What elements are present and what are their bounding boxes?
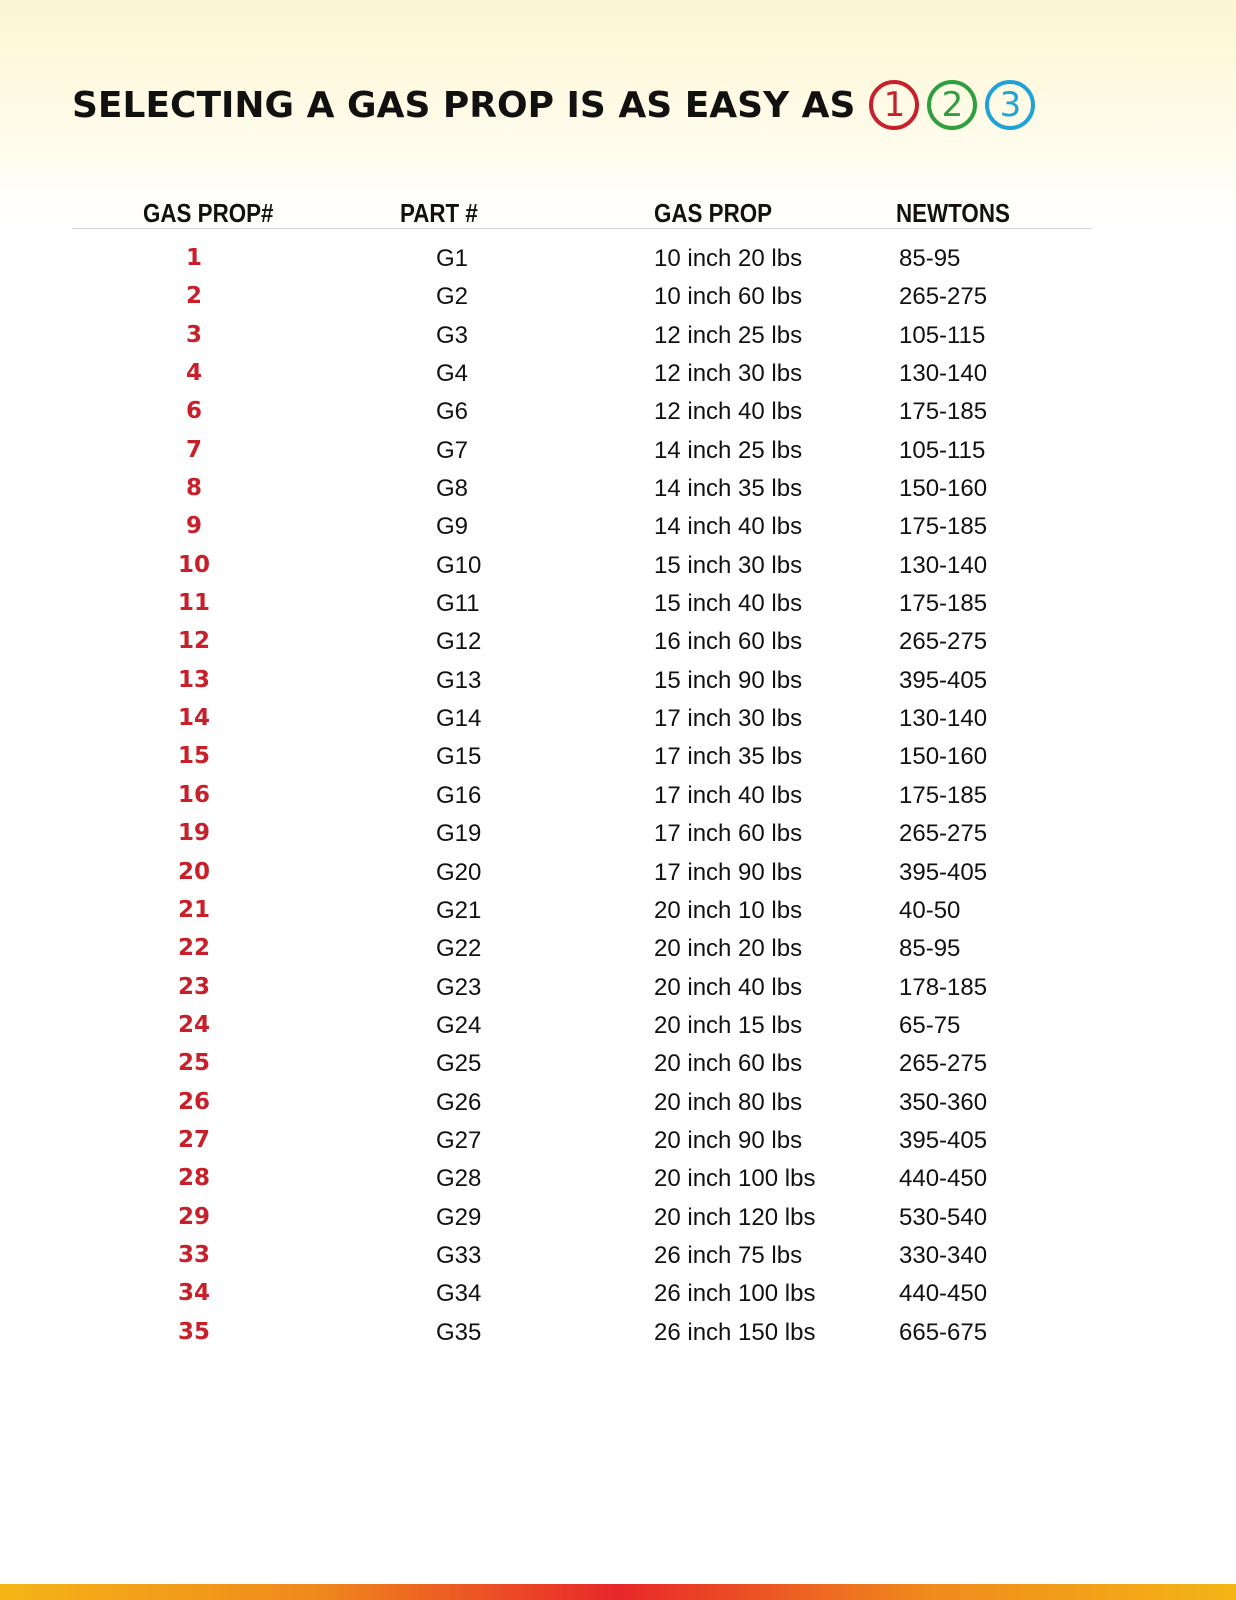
row-gas-prop: 15 inch 30 lbs — [654, 551, 803, 579]
row-gas-prop: 20 inch 40 lbs — [654, 973, 803, 1001]
table-row — [72, 1119, 1092, 1157]
row-gas-prop: 14 inch 35 lbs — [654, 475, 803, 503]
table-body — [72, 237, 1092, 1349]
row-part-number: G24 — [436, 1011, 482, 1039]
row-gas-prop: 10 inch 60 lbs — [654, 283, 803, 311]
row-newtons: 130-140 — [899, 551, 988, 579]
row-gas-prop-number: 11 — [177, 590, 210, 617]
table-row — [72, 390, 1092, 428]
row-part-number: G14 — [436, 705, 482, 733]
table-row — [72, 774, 1092, 812]
row-gas-prop-number: 2 — [185, 283, 202, 310]
row-part-number: G25 — [436, 1050, 482, 1078]
gas-prop-table — [72, 192, 1092, 1349]
table-row — [72, 314, 1092, 352]
row-part-number: G29 — [436, 1203, 482, 1231]
row-gas-prop: 17 inch 35 lbs — [654, 743, 803, 771]
row-newtons: 530-540 — [899, 1203, 988, 1231]
row-part-number: G11 — [436, 590, 480, 618]
row-gas-prop-number: 12 — [177, 628, 210, 655]
row-gas-prop-number: 19 — [177, 820, 210, 847]
title-text: SELECTING A GAS PROP IS AS EASY AS — [72, 84, 856, 126]
row-newtons: 105-115 — [899, 436, 986, 464]
row-gas-prop: 14 inch 40 lbs — [654, 513, 803, 541]
row-part-number: G28 — [436, 1165, 482, 1193]
row-newtons: 330-340 — [899, 1241, 988, 1269]
row-gas-prop-number: 20 — [177, 858, 210, 885]
row-gas-prop-number: 22 — [177, 935, 210, 962]
row-part-number: G27 — [436, 1126, 482, 1154]
row-gas-prop: 15 inch 90 lbs — [654, 666, 803, 694]
row-gas-prop: 20 inch 20 lbs — [654, 935, 803, 963]
row-gas-prop-number: 9 — [185, 513, 202, 540]
row-part-number: G33 — [436, 1241, 482, 1269]
row-gas-prop-number: 16 — [177, 781, 210, 808]
row-newtons: 150-160 — [899, 743, 988, 771]
row-gas-prop: 20 inch 100 lbs — [654, 1165, 816, 1193]
row-newtons: 665-675 — [899, 1318, 988, 1346]
row-gas-prop-number: 3 — [185, 321, 202, 348]
row-gas-prop: 16 inch 60 lbs — [654, 628, 803, 656]
table-row — [72, 352, 1092, 390]
row-gas-prop-number: 33 — [177, 1241, 210, 1268]
row-part-number: G4 — [436, 360, 469, 388]
table-row — [72, 697, 1092, 735]
table-row — [72, 620, 1092, 658]
row-part-number: G1 — [436, 245, 469, 272]
row-part-number: G15 — [436, 743, 482, 771]
row-newtons: 85-95 — [899, 935, 961, 963]
row-gas-prop: 15 inch 40 lbs — [654, 590, 803, 618]
row-newtons: 65-75 — [899, 1011, 961, 1039]
row-newtons: 85-95 — [899, 245, 961, 272]
row-gas-prop-number: 10 — [177, 551, 210, 578]
row-gas-prop: 17 inch 40 lbs — [654, 781, 803, 809]
row-newtons: 150-160 — [899, 475, 988, 503]
row-newtons: 175-185 — [899, 781, 988, 809]
row-gas-prop: 20 inch 120 lbs — [654, 1203, 816, 1231]
row-gas-prop: 17 inch 90 lbs — [654, 858, 803, 886]
row-part-number: G13 — [436, 666, 482, 694]
row-part-number: G16 — [436, 781, 482, 809]
row-gas-prop-number: 34 — [177, 1280, 210, 1307]
row-gas-prop-number: 28 — [177, 1165, 210, 1192]
row-newtons: 395-405 — [899, 1126, 988, 1154]
row-part-number: G3 — [436, 321, 469, 349]
row-gas-prop: 26 inch 75 lbs — [654, 1241, 803, 1269]
row-newtons: 265-275 — [899, 283, 988, 311]
row-gas-prop-number: 13 — [177, 666, 210, 693]
table-row — [72, 429, 1092, 467]
row-gas-prop: 20 inch 80 lbs — [654, 1088, 803, 1116]
row-part-number: G6 — [436, 398, 469, 426]
row-part-number: G22 — [436, 935, 482, 963]
row-newtons: 265-275 — [899, 1050, 988, 1078]
row-gas-prop-number: 21 — [177, 896, 210, 923]
table-header — [72, 192, 1092, 229]
table-row — [72, 1234, 1092, 1272]
table-row — [72, 812, 1092, 850]
row-newtons: 350-360 — [899, 1088, 988, 1116]
row-gas-prop: 20 inch 15 lbs — [654, 1011, 803, 1039]
row-gas-prop: 26 inch 150 lbs — [654, 1318, 816, 1346]
row-newtons: 105-115 — [899, 321, 986, 349]
row-gas-prop: 20 inch 90 lbs — [654, 1126, 803, 1154]
header-part-number: PART # — [400, 198, 478, 228]
row-gas-prop-number: 26 — [177, 1088, 210, 1115]
table-row — [72, 1081, 1092, 1119]
table-row — [72, 275, 1092, 313]
row-gas-prop-number: 15 — [177, 743, 210, 770]
row-gas-prop: 12 inch 30 lbs — [654, 360, 803, 388]
row-gas-prop-number: 1 — [185, 245, 202, 271]
row-newtons: 265-275 — [899, 628, 988, 656]
row-newtons: 178-185 — [899, 973, 988, 1001]
table-row — [72, 1004, 1092, 1042]
row-part-number: G8 — [436, 475, 469, 503]
table-row — [72, 735, 1092, 773]
row-gas-prop: 17 inch 30 lbs — [654, 705, 803, 733]
row-gas-prop-number: 24 — [177, 1011, 210, 1038]
table-row — [72, 1272, 1092, 1310]
footer-gradient-bar — [0, 1584, 1236, 1600]
row-gas-prop: 12 inch 25 lbs — [654, 321, 803, 349]
row-part-number: G10 — [436, 551, 482, 579]
step-2-circle: 2 — [927, 80, 977, 130]
row-part-number: G2 — [436, 283, 469, 311]
table-row — [72, 1042, 1092, 1080]
row-newtons: 130-140 — [899, 360, 988, 388]
row-newtons: 130-140 — [899, 705, 988, 733]
row-part-number: G20 — [436, 858, 482, 886]
table-row — [72, 1157, 1092, 1195]
row-gas-prop: 20 inch 10 lbs — [654, 896, 803, 924]
table-row — [72, 1311, 1092, 1349]
table-row — [72, 927, 1092, 965]
row-gas-prop-number: 4 — [185, 360, 202, 387]
row-newtons: 395-405 — [899, 666, 988, 694]
row-gas-prop: 14 inch 25 lbs — [654, 436, 803, 464]
table-row — [72, 659, 1092, 697]
row-part-number: G12 — [436, 628, 482, 656]
row-gas-prop-number: 6 — [185, 398, 202, 425]
header-gas-prop: GAS PROP — [654, 198, 773, 228]
row-part-number: G34 — [436, 1280, 482, 1308]
row-part-number: G23 — [436, 973, 482, 1001]
row-gas-prop: 17 inch 60 lbs — [654, 820, 803, 848]
row-newtons: 175-185 — [899, 590, 988, 618]
table-row — [72, 851, 1092, 889]
step-1-circle: 1 — [869, 80, 919, 130]
row-gas-prop: 10 inch 20 lbs — [654, 245, 803, 272]
row-gas-prop-number: 14 — [177, 705, 210, 732]
row-newtons: 265-275 — [899, 820, 988, 848]
row-newtons: 395-405 — [899, 858, 988, 886]
row-gas-prop-number: 29 — [177, 1203, 210, 1230]
table-row — [72, 505, 1092, 543]
page-title — [72, 80, 1035, 130]
row-gas-prop: 26 inch 100 lbs — [654, 1280, 816, 1308]
row-gas-prop-number: 7 — [185, 436, 202, 463]
header-gas-prop-number: GAS PROP# — [143, 198, 274, 228]
row-part-number: G7 — [436, 436, 469, 464]
row-newtons: 440-450 — [899, 1165, 988, 1193]
table-row — [72, 966, 1092, 1004]
table-row — [72, 467, 1092, 505]
table-row — [72, 544, 1092, 582]
table-row — [72, 582, 1092, 620]
table-row — [72, 237, 1092, 275]
row-newtons: 175-185 — [899, 398, 988, 426]
row-part-number: G26 — [436, 1088, 482, 1116]
row-gas-prop: 12 inch 40 lbs — [654, 398, 803, 426]
table-row — [72, 1196, 1092, 1234]
row-gas-prop-number: 23 — [177, 973, 210, 1000]
row-gas-prop-number: 35 — [177, 1318, 210, 1345]
row-newtons: 40-50 — [899, 896, 961, 924]
row-gas-prop-number: 27 — [177, 1126, 210, 1153]
row-newtons: 440-450 — [899, 1280, 988, 1308]
table-row — [72, 889, 1092, 927]
row-part-number: G19 — [436, 820, 482, 848]
row-gas-prop-number: 25 — [177, 1050, 210, 1077]
row-newtons: 175-185 — [899, 513, 988, 541]
step-3-circle: 3 — [985, 80, 1035, 130]
header-newtons: NEWTONS — [896, 198, 1010, 228]
row-part-number: G35 — [436, 1318, 482, 1346]
row-gas-prop-number: 8 — [185, 475, 202, 502]
row-part-number: G21 — [436, 896, 482, 924]
row-gas-prop: 20 inch 60 lbs — [654, 1050, 803, 1078]
row-part-number: G9 — [436, 513, 469, 541]
